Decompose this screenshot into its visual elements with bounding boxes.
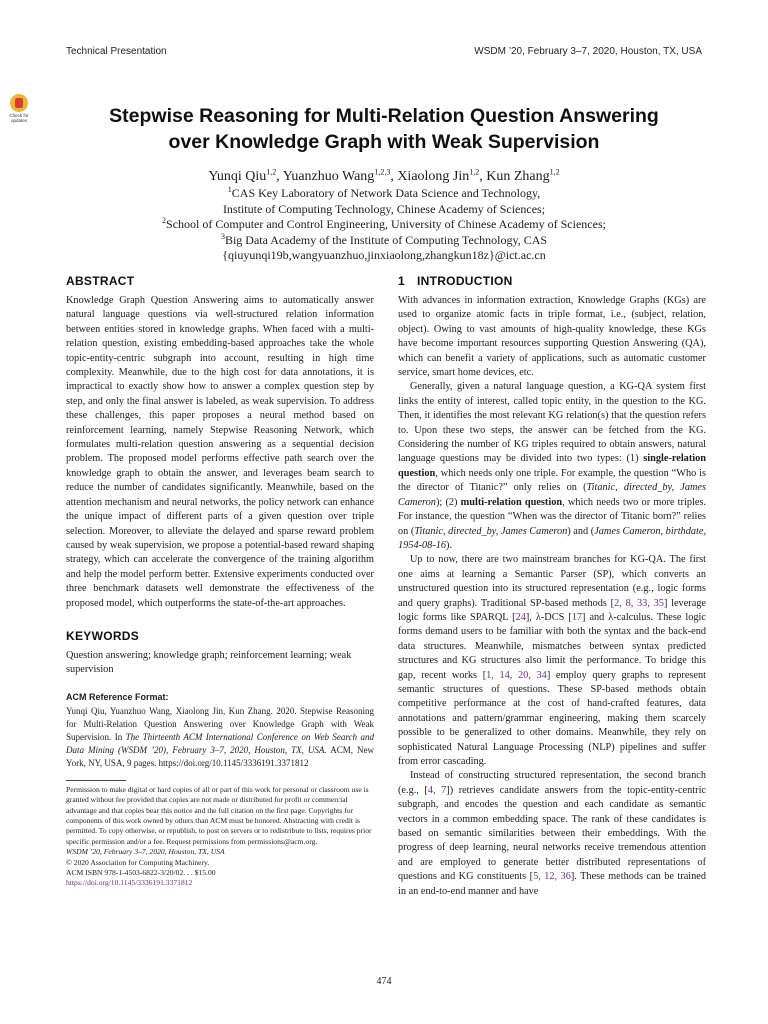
citation-link[interactable]: 4, 7 [427, 784, 447, 796]
left-column [66, 274, 374, 889]
keywords-heading: KEYWORDS [66, 628, 140, 643]
keywords-text: Question answering; knowledge graph; reinforcement learning; weak supervision [66, 649, 352, 676]
citation-link[interactable]: 17 [571, 611, 583, 623]
citation-link[interactable]: 5, 12, 36 [533, 871, 571, 883]
doi-link[interactable]: https://doi.org/10.1145/3336191.3371812 [66, 878, 193, 888]
abstract-heading: ABSTRACT [66, 274, 135, 288]
author-name: Kun Zhang [486, 169, 550, 184]
right-column [398, 274, 706, 899]
intro-paragraph: Up to now, there are two mainstream branches for KG-QA. The first one aims at learning a Semantic Parser (SP), which converts an unstructured question into its structured representation (e.g., logic forms and query graphs). Traditional SP-based methods [2, 8, 33, 35] leverage logic forms like SPARQL [24], λ-DCS [17] and λ-calculus. These logic forms demand users to be familiar with both the syntax and the back-end data structures. Meanwhile, mismatches between syntax predicted structures and KG structures also limit the performance. To bridge this gap, recent works [1, 14, 20, 34] employ query graphs to represent semantic structures of questions. These SP-based methods obtain competitive performance at the cost of hand-crafted features, data annotations and pattern/grammar engineering, making them scarcely possible to be generalized to other domains. Meanwhile, they rely on sophisticated Natural Language Processing (NLP) pipelines and suffer from error cascading. [398, 554, 707, 767]
running-header-left: Technical Presentation [66, 46, 167, 57]
affiliations: $^1$CAS Key Laboratory of Network Data Science and Technology, Institute of Computing Technology, Chinese Academy of Sciences; $^2$School of Computer and Control Engineering, University of Chinese Academy of Sciences; $^3$Big Data Academy of the Institute of Computing Technology, CAS {qiuyunqi19b,wangyuanzhuo,jinxiaolong,zhangkun18z}@ict.ac.cn [40, 186, 728, 264]
footnote-divider [66, 780, 126, 781]
introduction-heading: 1 INTRODUCTION [398, 274, 513, 288]
citation-link[interactable]: 1, 14, 20, 34 [486, 669, 547, 681]
author-name: Yunqi Qiu [208, 169, 267, 184]
acm-reference-format: ACM Reference Format: Yunqi Qiu, Yuanzhuo Wang, Xiaolong Jin, Kun Zhang. 2020. Stepwise Reasoning for Multi-Relation Question Answering over Knowledge Graph with Weak Supervision. In The Thirteenth ACM International Conference on Web Search and Data Mining (WSDM ’20), February 3–7, 2020, Houston, TX, USA. ACM, New York, NY, USA, 9 pages. https://doi.org/10.1145/3336191.3371812 [66, 691, 374, 768]
check-for-updates-icon [10, 94, 28, 112]
intro-paragraph: Generally, given a natural language question, a KG-QA system first links the entity of interest, called topic entity, in the question to the KG. Then, it identifies the most relevant KG relation(s) that the question refers to. Upon these two steps, the answer can be fetched from the KG. Considering the number of KG triples required to obtain answers, natural language questions may be divided into two types: (1) single-relation question, which needs only one triple. For example, the question “Who is the director of Titanic?” only relies on (Titanic, directed_by, James Cameron); (2) multi-relation question, which needs two or more triples. For instance, the question “When was the director of Titanic born?” relies on (Titanic, directed_by, James Cameron) and (James Cameron, birthdate, 1954-08-16). [398, 381, 707, 551]
intro-paragraph: Instead of constructing structured representation, the second branch (e.g., [4, 7]) retrieves candidate answers from the topic-entity-centric subgraph, and encodes the question and each candidate as semantic vectors in a common embedding space. The rank of these candidates is based on semantic similarities between their embeddings. With the progress of deep learning, neural networks receive tremendous attention and are employed to generate better distributed representations of questions and KG constituents [5, 12, 36]. These methods can be trained in an end-to-end manner and have [398, 770, 706, 897]
author-name: Yuanzhuo Wang [282, 169, 375, 184]
author-emails: {qiuyunqi19b,wangyuanzhuo,jinxiaolong,zhangkun18z}@ict.ac.cn [222, 248, 546, 262]
check-for-updates-badge[interactable]: Check for updates [8, 94, 30, 123]
running-header-right: WSDM ’20, February 3–7, 2020, Houston, TX, USA [474, 46, 702, 57]
author-name: Xiaolong Jin [397, 169, 470, 184]
intro-paragraph: With advances in information extraction, Knowledge Graphs (KGs) are used to organize atomic facts in triple format, i.e., (subject, relation, object). Owing to vast amounts of high-quality knowledge, these KGs have become important resources supporting Question Answering (QA), which can benefit a variety of applications, such as automatic customer service, smart home devices, etc. [398, 295, 706, 379]
paper-title: Stepwise Reasoning for Multi-Relation Question Answering over Knowledge Graph with Weak Supervision [109, 105, 659, 153]
citation-link[interactable]: 2, 8, 33, 35 [614, 597, 664, 609]
abstract-text: Knowledge Graph Question Answering aims to automatically answer natural language questions via well-structured relation information between entities stored in knowledge graphs. When faced with a multi-relation question, existing embedding-based approaches take the whole topic-entity-centric subgraph into account, resulting in high time complexity. Meanwhile, due to the high cost for data annotations, it is impractical to exactly show how to answer a complex question step by step, and only the final answer is labeled, as weak supervision. To address these challenges, this paper proposes a neural method based on reinforcement learning, namely Stepwise Reasoning Network, which formulates multi-relation question answering as a sequential decision problem. The proposed model performs effective path search over the knowledge graph to obtain the answer, and leverages beam search to reduce the number of candidates significantly. Meanwhile, based on the attention mechanism and neural networks, the policy network can enhance the unique impact of different parts of a given question over triple selection. Moreover, to alleviate the delayed and sparse reward problem caused by weak supervision, we propose a potential-based reward shaping strategy, which can accelerate the convergence of the training algorithm and help the model perform better. Extensive experiments conducted over three benchmark datasets well demonstrate the effectiveness of the proposed model, which outperforms the state-of-the-art approaches. [66, 295, 374, 609]
author-list: Yunqi Qiu$^{1,2}$, Yuanzhuo Wang$^{1,2,3}$, Xiaolong Jin$^{1,2}$, Kun Zhang$^{1,2}$ [208, 167, 560, 184]
citation-link[interactable]: 24 [515, 611, 526, 623]
permission-notice: Permission to make digital or hard copies of all or part of this work for personal or classroom use is granted without fee provided that copies are not made or distributed for profit or commercial advantage and that copies bear this notice and the full citation on the first page. Copyrights for components of this work owned by others than ACM must be honored. Abstracting with credit is permitted. To copy otherwise, or republish, to post on servers or to redistribute to lists, requires prior specific permission and/or a fee. Request permissions from permissions@acm.org. WSDM ’20, February 3–7, 2020, Houston, TX, USA © 2020 Association for Computing Machinery. ACM ISBN 978-1-4503-6822-3/20/02. . . $15.00 https://doi.org/10.1145/3336191.3371812 [66, 784, 372, 888]
page-number: 474 [376, 976, 392, 987]
